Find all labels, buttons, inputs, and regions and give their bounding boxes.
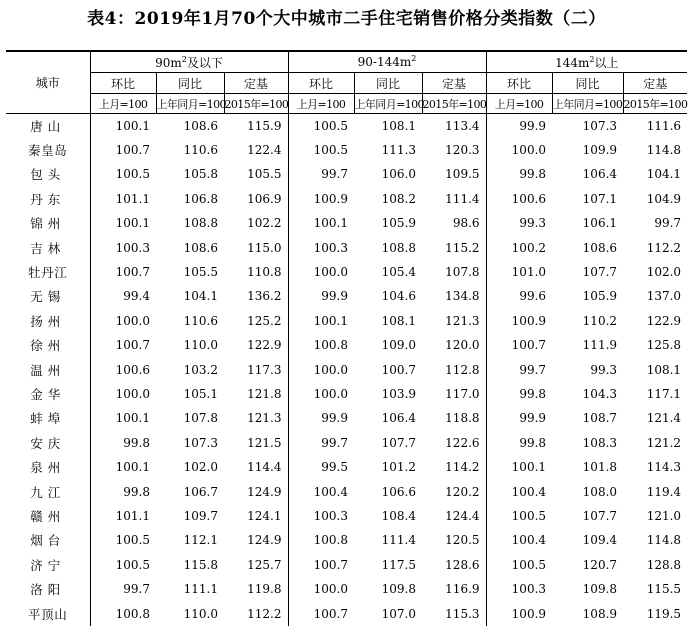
value-cell: 109.4: [582, 533, 618, 548]
value-cell: 100.7: [381, 362, 416, 377]
value-cell: 99.8: [486, 382, 552, 406]
value-cell: 100.7: [288, 553, 354, 577]
value-cell: 110.8: [247, 265, 282, 280]
value-cell: 107.7: [582, 508, 618, 523]
value-cell: 108.6: [582, 240, 618, 255]
value-cell: 99.8: [486, 431, 552, 455]
value-cell: 100.5: [288, 138, 354, 162]
table-row: [6, 431, 687, 455]
value-cell: 114.4: [247, 460, 282, 475]
value-cell: 117.3: [247, 362, 282, 377]
value-cell: 106.9: [247, 191, 282, 206]
value-cell: 122.9: [247, 338, 282, 353]
value-cell: 114.8: [646, 143, 682, 158]
value-cell: 112.8: [445, 362, 480, 377]
table-row: [6, 357, 687, 381]
value-cell: 99.6: [486, 284, 552, 308]
value-cell: 106.0: [381, 167, 416, 182]
value-cell: 111.6: [646, 118, 682, 133]
value-cell: 124.1: [247, 508, 282, 523]
value-cell: 108.6: [183, 240, 218, 255]
value-cell: 109.0: [381, 338, 416, 353]
value-cell: 105.5: [183, 265, 218, 280]
value-cell: 114.2: [445, 460, 480, 475]
city-cell: 泉州: [30, 460, 66, 476]
value-cell: 110.6: [183, 313, 218, 328]
value-cell: 100.8: [90, 601, 156, 625]
value-cell: 122.4: [247, 143, 282, 158]
table-row: [6, 382, 687, 406]
value-cell: 105.1: [183, 386, 218, 401]
sub-header-0-2: 定基: [224, 73, 288, 94]
value-cell: 100.4: [288, 479, 354, 503]
value-cell: 104.1: [646, 167, 682, 182]
value-cell: 99.7: [90, 577, 156, 601]
page-title: 表4：2019年1月70个大中城市二手住宅销售价格分类指数（二）: [87, 9, 606, 29]
value-cell: 100.1: [486, 455, 552, 479]
table-row: [6, 528, 687, 552]
value-cell: 100.1: [90, 406, 156, 430]
value-cell: 100.3: [288, 235, 354, 259]
value-cell: 99.9: [288, 406, 354, 430]
value-cell: 107.8: [445, 265, 480, 280]
value-cell: 100.1: [90, 211, 156, 235]
value-cell: 107.0: [381, 606, 416, 621]
value-cell: 107.1: [582, 191, 618, 206]
table-row: [6, 553, 687, 577]
value-cell: 107.7: [582, 265, 618, 280]
value-cell: 114.3: [646, 460, 682, 475]
value-cell: 117.1: [646, 386, 682, 401]
value-cell: 100.9: [288, 187, 354, 211]
group-header-large: $144m^2$以上: [486, 51, 687, 73]
value-cell: 134.8: [445, 289, 480, 304]
value-cell: 104.3: [582, 386, 618, 401]
value-cell: 110.2: [582, 313, 618, 328]
value-cell: 105.9: [582, 289, 618, 304]
value-cell: 107.3: [183, 435, 218, 450]
value-cell: 102.2: [247, 216, 282, 231]
value-cell: 107.8: [183, 411, 218, 426]
sub-header-1-2: 定基: [422, 73, 486, 94]
city-cell: 吉林: [30, 240, 66, 256]
value-cell: 106.1: [582, 216, 618, 231]
city-cell: 蚌埠: [30, 411, 66, 427]
value-cell: 124.9: [247, 533, 282, 548]
city-cell: 金华: [30, 386, 66, 402]
table-row: [6, 260, 687, 284]
base-header-1-0: 上月=100: [288, 94, 354, 114]
value-cell: 121.5: [247, 435, 282, 450]
value-cell: 99.7: [486, 357, 552, 381]
city-cell: 温州: [30, 362, 66, 378]
value-cell: 113.4: [445, 118, 480, 133]
value-cell: 110.0: [183, 606, 218, 621]
value-cell: 100.9: [486, 601, 552, 625]
base-header-1-2: 2015年=100: [422, 94, 486, 114]
value-cell: 108.6: [183, 118, 218, 133]
value-cell: 100.3: [486, 577, 552, 601]
sub-header-1-0: 环比: [288, 73, 354, 94]
base-header-1-1: 上年同月=100: [354, 94, 422, 114]
value-cell: 101.0: [486, 260, 552, 284]
value-cell: 108.8: [183, 216, 218, 231]
table-row: [6, 601, 687, 625]
value-cell: 100.7: [90, 138, 156, 162]
value-cell: 101.2: [381, 460, 416, 475]
value-cell: 99.4: [90, 284, 156, 308]
value-cell: 105.9: [381, 216, 416, 231]
value-cell: 100.9: [486, 309, 552, 333]
table-row: [6, 162, 687, 186]
value-cell: 100.7: [288, 601, 354, 625]
city-cell: 扬州: [30, 313, 66, 329]
value-cell: 108.1: [381, 118, 416, 133]
value-cell: 108.4: [381, 508, 416, 523]
value-cell: 115.5: [646, 582, 682, 597]
value-cell: 120.0: [445, 338, 480, 353]
table-row: [6, 284, 687, 308]
value-cell: 108.7: [582, 411, 618, 426]
value-cell: 111.4: [381, 533, 416, 548]
city-cell: 徐州: [30, 338, 66, 354]
value-cell: 136.2: [247, 289, 282, 304]
value-cell: 100.0: [288, 382, 354, 406]
table-row: [6, 211, 687, 235]
value-cell: 120.3: [445, 143, 480, 158]
value-cell: 107.3: [582, 118, 618, 133]
sub-header-1-1: 同比: [354, 73, 422, 94]
value-cell: 106.4: [582, 167, 618, 182]
value-cell: 115.0: [247, 240, 282, 255]
value-cell: 100.8: [288, 528, 354, 552]
value-cell: 99.9: [486, 114, 552, 138]
value-cell: 104.6: [381, 289, 416, 304]
value-cell: 104.9: [646, 191, 682, 206]
value-cell: 100.4: [486, 479, 552, 503]
value-cell: 108.9: [582, 606, 618, 621]
value-cell: 112.2: [646, 240, 682, 255]
value-cell: 99.8: [90, 479, 156, 503]
table-row: [6, 333, 687, 357]
value-cell: 107.7: [381, 435, 416, 450]
value-cell: 100.1: [288, 211, 354, 235]
value-cell: 121.3: [247, 411, 282, 426]
value-cell: 121.8: [247, 386, 282, 401]
sub-header-2-1: 同比: [552, 73, 623, 94]
city-cell: 九江: [30, 484, 66, 500]
value-cell: 122.6: [445, 435, 480, 450]
value-cell: 100.5: [486, 504, 552, 528]
value-cell: 100.1: [288, 309, 354, 333]
value-cell: 100.1: [90, 455, 156, 479]
value-cell: 100.5: [90, 528, 156, 552]
value-cell: 111.3: [381, 143, 416, 158]
value-cell: 120.5: [445, 533, 480, 548]
value-cell: 108.0: [582, 484, 618, 499]
value-cell: 115.3: [445, 606, 480, 621]
city-cell: 洛阳: [30, 582, 66, 598]
value-cell: 99.7: [288, 431, 354, 455]
value-cell: 112.1: [183, 533, 218, 548]
value-cell: 102.0: [183, 460, 218, 475]
value-cell: 100.0: [288, 260, 354, 284]
value-cell: 112.2: [247, 606, 282, 621]
value-cell: 108.1: [646, 362, 682, 377]
value-cell: 100.7: [90, 333, 156, 357]
value-cell: 116.9: [445, 582, 480, 597]
city-cell: 唐山: [30, 118, 66, 134]
sub-header-0-0: 环比: [90, 73, 156, 94]
value-cell: 103.2: [183, 362, 218, 377]
value-cell: 117.0: [445, 386, 480, 401]
value-cell: 102.0: [646, 265, 682, 280]
price-index-table: [6, 50, 687, 626]
value-cell: 121.4: [646, 411, 682, 426]
value-cell: 100.7: [90, 260, 156, 284]
city-cell: 秦皇岛: [28, 143, 68, 159]
value-cell: 124.9: [247, 484, 282, 499]
value-cell: 105.5: [247, 167, 282, 182]
value-cell: 110.6: [183, 143, 218, 158]
value-cell: 100.5: [90, 553, 156, 577]
value-cell: 124.4: [445, 508, 480, 523]
value-cell: 117.5: [381, 557, 416, 572]
base-header-0-1: 上年同月=100: [156, 94, 224, 114]
city-cell: 锦州: [30, 216, 66, 232]
base-header-2-1: 上年同月=100: [552, 94, 623, 114]
value-cell: 99.9: [288, 284, 354, 308]
value-cell: 100.3: [288, 504, 354, 528]
value-cell: 120.2: [445, 484, 480, 499]
value-cell: 118.8: [445, 411, 480, 426]
value-cell: 108.8: [381, 240, 416, 255]
value-cell: 101.1: [90, 187, 156, 211]
value-cell: 101.1: [90, 504, 156, 528]
table-row: [6, 406, 687, 430]
value-cell: 100.5: [486, 553, 552, 577]
value-cell: 128.6: [445, 557, 480, 572]
table-row: [6, 114, 687, 138]
value-cell: 100.0: [288, 357, 354, 381]
value-cell: 121.0: [646, 508, 682, 523]
base-header-2-0: 上月=100: [486, 94, 552, 114]
city-cell: 牡丹江: [28, 265, 68, 281]
city-cell: 安庆: [30, 435, 66, 451]
value-cell: 115.2: [445, 240, 480, 255]
value-cell: 106.4: [381, 411, 416, 426]
sub-header-2-2: 定基: [623, 73, 687, 94]
value-cell: 119.4: [646, 484, 682, 499]
city-cell: 无锡: [30, 289, 66, 305]
city-cell: 赣州: [30, 508, 66, 524]
value-cell: 108.2: [381, 191, 416, 206]
value-cell: 100.6: [90, 357, 156, 381]
value-cell: 100.1: [90, 114, 156, 138]
value-cell: 108.3: [582, 435, 618, 450]
value-cell: 120.7: [582, 557, 618, 572]
value-cell: 119.8: [247, 582, 282, 597]
value-cell: 125.8: [646, 338, 682, 353]
value-cell: 106.7: [183, 484, 218, 499]
value-cell: 99.3: [590, 362, 618, 377]
value-cell: 109.8: [582, 582, 618, 597]
city-cell: 烟台: [30, 533, 66, 549]
value-cell: 105.8: [183, 167, 218, 182]
value-cell: 99.8: [486, 162, 552, 186]
value-cell: 125.7: [247, 557, 282, 572]
value-cell: 111.4: [445, 191, 480, 206]
table-row: [6, 479, 687, 503]
table-row: [6, 187, 687, 211]
city-cell: 丹东: [30, 191, 66, 207]
value-cell: 121.2: [646, 435, 682, 450]
value-cell: 100.2: [486, 235, 552, 259]
table-row: [6, 504, 687, 528]
value-cell: 100.6: [486, 187, 552, 211]
value-cell: 99.7: [654, 216, 682, 231]
value-cell: 99.9: [486, 406, 552, 430]
value-cell: 100.7: [486, 333, 552, 357]
value-cell: 98.6: [452, 216, 480, 231]
value-cell: 128.8: [646, 557, 682, 572]
value-cell: 99.7: [288, 162, 354, 186]
value-cell: 99.3: [486, 211, 552, 235]
value-cell: 109.7: [183, 508, 218, 523]
sub-header-2-0: 环比: [486, 73, 552, 94]
base-header-2-2: 2015年=100: [623, 94, 687, 114]
table-row: [6, 138, 687, 162]
value-cell: 109.5: [445, 167, 480, 182]
value-cell: 99.5: [288, 455, 354, 479]
value-cell: 110.0: [183, 338, 218, 353]
base-header-0-0: 上月=100: [90, 94, 156, 114]
value-cell: 99.8: [90, 431, 156, 455]
value-cell: 100.0: [288, 577, 354, 601]
value-cell: 109.9: [582, 143, 618, 158]
value-cell: 100.4: [486, 528, 552, 552]
table-row: [6, 235, 687, 259]
city-cell: 包头: [30, 167, 66, 183]
value-cell: 101.8: [582, 460, 618, 475]
value-cell: 100.8: [288, 333, 354, 357]
city-column-header: 城市: [6, 51, 90, 114]
value-cell: 125.2: [247, 313, 282, 328]
city-cell: 平顶山: [28, 606, 68, 622]
value-cell: 106.8: [183, 191, 218, 206]
value-cell: 104.1: [183, 289, 218, 304]
base-header-0-2: 2015年=100: [224, 94, 288, 114]
city-cell: 济宁: [30, 557, 66, 573]
value-cell: 100.3: [90, 235, 156, 259]
value-cell: 121.3: [445, 313, 480, 328]
value-cell: 100.5: [90, 162, 156, 186]
value-cell: 119.5: [646, 606, 682, 621]
table-row: [6, 455, 687, 479]
value-cell: 108.1: [381, 313, 416, 328]
sub-header-0-1: 同比: [156, 73, 224, 94]
value-cell: 103.9: [381, 386, 416, 401]
value-cell: 100.0: [486, 138, 552, 162]
value-cell: 114.8: [646, 533, 682, 548]
value-cell: 106.6: [381, 484, 416, 499]
value-cell: 105.4: [381, 265, 416, 280]
value-cell: 115.8: [183, 557, 218, 572]
value-cell: 137.0: [646, 289, 682, 304]
value-cell: 109.8: [381, 582, 416, 597]
value-cell: 111.9: [582, 338, 618, 353]
table-row: [6, 577, 687, 601]
table-row: [6, 309, 687, 333]
value-cell: 100.5: [288, 114, 354, 138]
group-header-medium: $90-144m^2$: [288, 51, 486, 73]
group-header-small: $90m^2$及以下: [90, 51, 288, 73]
value-cell: 100.0: [90, 309, 156, 333]
value-cell: 100.0: [90, 382, 156, 406]
value-cell: 122.9: [646, 313, 682, 328]
value-cell: 111.1: [183, 582, 218, 597]
value-cell: 115.9: [247, 118, 282, 133]
